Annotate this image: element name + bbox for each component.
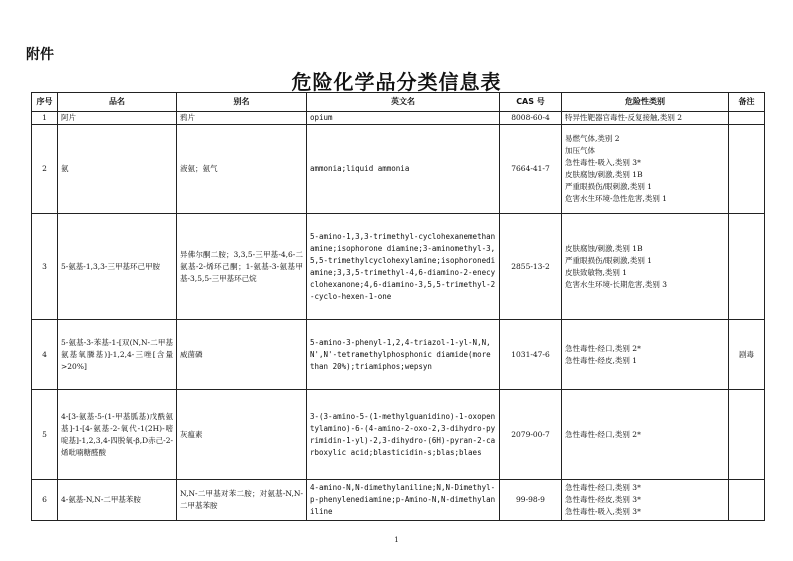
col-header-hazard: 危险性类别	[562, 93, 729, 112]
hazard-item: 危害水生环境-急性危害,类别 1	[565, 194, 668, 203]
col-header-remark: 备注	[729, 93, 765, 112]
cell-remark	[729, 390, 765, 480]
cell-hazard	[562, 390, 729, 480]
cell-english: 5-amino-1,3,3-trimethyl-cyclohexanemethanamine;isophorone diamine;3-aminomethyl-3,5,5-trimethylcyclohexylamine;isophoronediamine;3,3,5-trimethyl-4,6-diamino-2-enecyclohexanone;4,6-diamino-3,5,5-trimethyl-2-cyclo-hexen-1-one	[307, 214, 500, 320]
hazard-item: 危害水生环境-长期危害,类别 3	[565, 279, 668, 289]
cell-name: 阿片	[58, 112, 177, 125]
cell-name: 5-氨基-1,3,3-三甲基环己甲胺	[58, 214, 177, 320]
cell-remark	[729, 214, 765, 320]
col-header-english: 英文名	[307, 93, 500, 112]
cell-alias: 鸦片	[177, 112, 307, 125]
cell-no: 6	[32, 480, 58, 521]
hazard-item: 急性毒性-经皮,类别 1	[565, 355, 638, 365]
cell-remark	[729, 480, 765, 521]
cell-english: 3-(3-amino-5-(1-methylguanidino)-1-oxopentylamino)-6-(4-amino-2-oxo-2,3-dihydro-pyrimidin-1-yl)-2,3-dihydro-(6H)-pyran-2-carboxylic acid;blasticidin-s;blas;blaes	[307, 390, 500, 480]
hazard-item: 急性毒性-吸入,类别 3*	[565, 507, 641, 516]
cell-english: opium	[307, 112, 500, 125]
cell-hazard	[562, 112, 729, 125]
col-header-name: 品名	[58, 93, 177, 112]
cell-no: 2	[32, 125, 58, 214]
table-row	[32, 320, 765, 390]
hazard-item: 特异性靶器官毒性-反复接触,类别 2	[565, 113, 683, 122]
cell-name: 4-[3-氨基-5-(1-甲基胍基)戊酰氨基]-1-[4-氨基-2-氧代-1(2H)-嘧啶基]-1,2,3,4-四脱氧-β,D赤己-2-烯吡喃糖醛酸	[58, 390, 177, 480]
cell-name: 氨	[58, 125, 177, 214]
table-row	[32, 390, 765, 480]
table-row	[32, 480, 765, 521]
cell-cas: 2079-00-7	[500, 390, 562, 480]
cell-hazard	[562, 480, 729, 521]
cell-cas: 8008-60-4	[500, 112, 562, 125]
col-header-cas: CAS 号	[500, 93, 562, 112]
attachment-label: 附件	[26, 47, 54, 63]
cell-no: 5	[32, 390, 58, 480]
cell-hazard	[562, 125, 729, 214]
table-row	[32, 112, 765, 125]
hazard-item: 加压气体	[565, 146, 595, 155]
cell-cas: 7664-41-7	[500, 125, 562, 214]
cell-remark	[729, 112, 765, 125]
cell-hazard	[562, 214, 729, 320]
cell-alias: 异佛尔酮二胺；3,3,5-三甲基-4,6-二氨基-2-烯环己酮；1-氨基-3-氨基甲基-3,5,5-三甲基环己烷	[177, 214, 307, 320]
table-row	[32, 125, 765, 214]
hazard-table	[31, 92, 765, 521]
hazard-item: 急性毒性-吸入,类别 3*	[565, 158, 641, 167]
cell-name: 5-氨基-3-苯基-1-[双(N,N-二甲基氨基氧膦基)]-1,2,4-三唑[含量>20%]	[58, 320, 177, 390]
hazard-item: 皮肤腐蚀/刺激,类别 1B	[565, 243, 643, 253]
cell-english: ammonia;liquid ammonia	[307, 125, 500, 214]
cell-remark: 剧毒	[729, 320, 765, 390]
page-number: 1	[394, 536, 399, 544]
cell-alias: 灰瘟素	[177, 390, 307, 480]
hazard-item: 急性毒性-经口,类别 2*	[565, 429, 641, 439]
page-title: 危险化学品分类信息表	[291, 70, 502, 94]
cell-english: 5-amino-3-phenyl-1,2,4-triazol-1-yl-N,N,N',N'-tetramethylphosphonic diamide(more than 20%);triamiphos;wepsyn	[307, 320, 500, 390]
cell-cas: 1031-47-6	[500, 320, 562, 390]
cell-no: 3	[32, 214, 58, 320]
cell-cas: 99-98-9	[500, 480, 562, 521]
hazard-item: 急性毒性-经口,类别 3*	[565, 483, 641, 492]
hazard-item: 严重眼损伤/眼刺激,类别 1	[565, 255, 653, 265]
cell-remark	[729, 125, 765, 214]
cell-alias: N,N-二甲基对苯二胺；对氨基-N,N-二甲基苯胺	[177, 480, 307, 521]
cell-alias: 液氨；氨气	[177, 125, 307, 214]
hazard-item: 急性毒性-经口,类别 2*	[565, 343, 641, 353]
hazard-item: 急性毒性-经皮,类别 3*	[565, 495, 641, 504]
cell-cas: 2855-13-2	[500, 214, 562, 320]
hazard-item: 皮肤腐蚀/刺激,类别 1B	[565, 170, 643, 179]
table-row	[32, 214, 765, 320]
cell-name: 4-氨基-N,N-二甲基苯胺	[58, 480, 177, 521]
table-header-row	[32, 93, 765, 112]
cell-hazard	[562, 320, 729, 390]
cell-english: 4-amino-N,N-dimethylaniline;N,N-Dimethyl-p-phenylenediamine;p-Amino-N,N-dimethylaniline	[307, 480, 500, 521]
hazard-item: 严重眼损伤/眼刺激,类别 1	[565, 182, 653, 191]
cell-no: 1	[32, 112, 58, 125]
hazard-item: 易燃气体,类别 2	[565, 134, 620, 143]
hazard-item: 皮肤致敏物,类别 1	[565, 267, 628, 277]
col-header-no: 序号	[32, 93, 58, 112]
cell-no: 4	[32, 320, 58, 390]
cell-alias: 威菌磷	[177, 320, 307, 390]
col-header-alias: 别名	[177, 93, 307, 112]
